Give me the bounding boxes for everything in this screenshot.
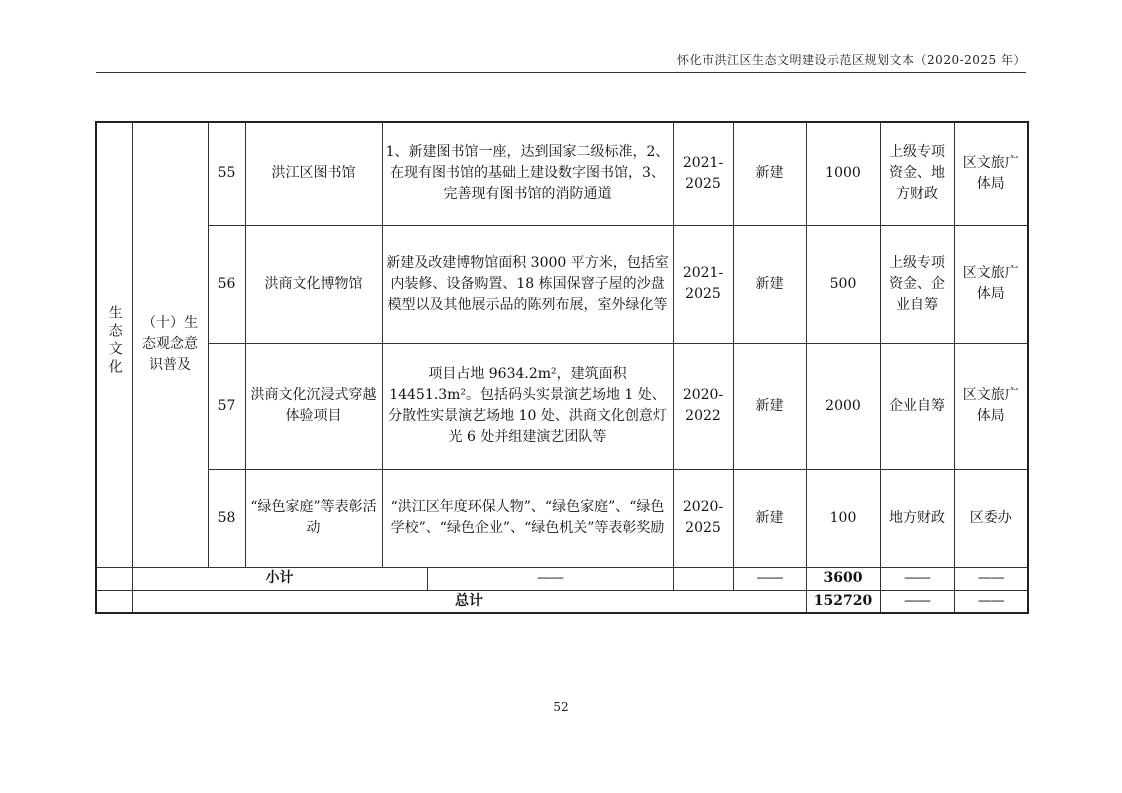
subcategory-cell <box>132 122 208 567</box>
empty-cell <box>96 590 132 613</box>
project-content: “洪江区年度环保人物”、“绿色家庭”、“绿色学校”、“绿色企业”、“绿色机关”等表彰奖励 <box>382 469 673 567</box>
investment-amount: 100 <box>806 469 880 567</box>
page-number: 52 <box>553 700 569 714</box>
row-number: 56 <box>208 225 245 343</box>
project-name: 洪商文化博物馆 <box>245 225 382 343</box>
project-table <box>95 121 1029 614</box>
table-row <box>96 343 1028 469</box>
subtotal-investment: 3600 <box>806 567 880 590</box>
funding-source: 企业自筹 <box>880 343 954 469</box>
row-number: 58 <box>208 469 245 567</box>
project-period: 2020-2022 <box>673 343 733 469</box>
project-period: 2020-2025 <box>673 469 733 567</box>
table-row <box>96 469 1028 567</box>
subtotal-label: 小计 <box>132 567 427 590</box>
investment-amount: 2000 <box>806 343 880 469</box>
investment-amount: 500 <box>806 225 880 343</box>
construction-type: 新建 <box>733 469 806 567</box>
empty-cell <box>96 567 132 590</box>
category-cell <box>96 122 132 567</box>
row-number: 55 <box>208 122 245 225</box>
funding-source: 上级专项资金、地方财政 <box>880 122 954 225</box>
category-label: 生态文化 <box>106 305 123 378</box>
project-name: “绿色家庭”等表彰活动 <box>245 469 382 567</box>
subtotal-type: —— <box>733 567 806 590</box>
subtotal-period <box>673 567 733 590</box>
page-header: 怀化市洪江区生态文明建设示范区规划文本（2020-2025 年） <box>677 53 1026 67</box>
total-unit: —— <box>954 590 1028 613</box>
project-period: 2021-2025 <box>673 122 733 225</box>
funding-source: 地方财政 <box>880 469 954 567</box>
subtotal-funding: —— <box>880 567 954 590</box>
total-investment: 152720 <box>806 590 880 613</box>
responsible-unit: 区文旅广体局 <box>954 343 1028 469</box>
header-rule <box>96 72 1026 73</box>
subtotal-content: —— <box>427 567 673 590</box>
responsible-unit: 区文旅广体局 <box>954 225 1028 343</box>
responsible-unit: 区文旅广体局 <box>954 122 1028 225</box>
funding-source: 上级专项资金、企业自筹 <box>880 225 954 343</box>
project-name: 洪商文化沉浸式穿越体验项目 <box>245 343 382 469</box>
project-content: 新建及改建博物馆面积 3000 平方米，包括室内装修、设备购置、18 栋国保窨子屋的沙盘模型以及其他展示品的陈列布展，室外绿化等 <box>382 225 673 343</box>
construction-type: 新建 <box>733 343 806 469</box>
row-number: 57 <box>208 343 245 469</box>
construction-type: 新建 <box>733 122 806 225</box>
table-row <box>96 122 1028 225</box>
construction-type: 新建 <box>733 225 806 343</box>
total-label: 总计 <box>132 590 806 613</box>
responsible-unit: 区委办 <box>954 469 1028 567</box>
project-name: 洪江区图书馆 <box>245 122 382 225</box>
total-funding: —— <box>880 590 954 613</box>
subcategory-label: （十）生态观念意识普及 <box>142 315 198 374</box>
subtotal-row <box>96 567 1028 590</box>
project-content: 项目占地 9634.2m²，建筑面积 14451.3m²。包括码头实景演艺场地 1 处、分散性实景演艺场地 10 处、洪商文化创意灯光 6 处并组建演艺团队等 <box>382 343 673 469</box>
total-row <box>96 590 1028 613</box>
table-row <box>96 225 1028 343</box>
project-content: 1、新建图书馆一座，达到国家二级标准，2、在现有图书馆的基础上建设数字图书馆，3、完善现有图书馆的消防通道 <box>382 122 673 225</box>
investment-amount: 1000 <box>806 122 880 225</box>
project-period: 2021-2025 <box>673 225 733 343</box>
subtotal-unit: —— <box>954 567 1028 590</box>
